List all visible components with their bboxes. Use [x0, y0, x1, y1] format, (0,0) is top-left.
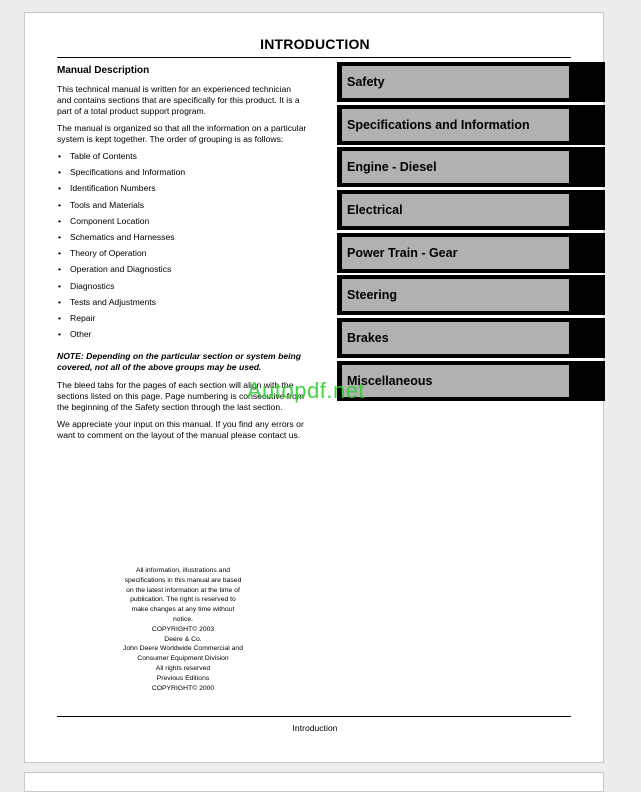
- list-item: • Identification Numbers: [57, 183, 307, 199]
- list-item: • Operation and Diagnostics: [57, 264, 307, 280]
- footer-rule: [57, 716, 571, 717]
- copyright-line: publication. The right is reserved to: [130, 596, 236, 604]
- list-item: • Tools and Materials: [57, 200, 307, 216]
- section-tab-electrical[interactable]: [337, 190, 605, 230]
- section-tab-safety[interactable]: [337, 62, 605, 102]
- page-title: INTRODUCTION: [260, 36, 370, 52]
- page-footer: Introduction: [292, 723, 338, 733]
- list-item: • Theory of Operation: [57, 248, 307, 264]
- list-item: • Tests and Adjustments: [57, 297, 307, 313]
- copyright-line: Consumer Equipment Division: [137, 655, 229, 663]
- copyright-line: make changes at any time without: [131, 606, 235, 614]
- organization-paragraph: The manual is organized so that all the information on a particular system is kept together. The order of grouping is as follows:: [57, 123, 307, 144]
- bleed-tabs-paragraph: The bleed tabs for the pages of each section will align with the sections listed on this page. Page numbering is consecutive from the beginning of the Safety section through the last section.: [57, 380, 304, 413]
- list-item: • Specifications and Information: [57, 167, 307, 183]
- copyright-block: [113, 566, 253, 693]
- section-tab-specifications[interactable]: [337, 105, 605, 145]
- section-tab-label: Specifications and Information: [342, 109, 569, 141]
- section-tab-power-train-gear[interactable]: [337, 233, 605, 273]
- list-item: • Schematics and Harnesses: [57, 232, 307, 248]
- list-item: • Component Location: [57, 216, 307, 232]
- copyright-line: on the latest information at the time of: [126, 586, 240, 594]
- copyright-line: All information, illustrations and: [135, 567, 231, 574]
- section-tab-engine-diesel[interactable]: [337, 147, 605, 187]
- section-tab-label: Miscellaneous: [342, 365, 569, 397]
- list-item: • Other: [57, 329, 307, 345]
- watermark-text: Autopdf.net: [247, 378, 366, 403]
- feedback-paragraph: We appreciate your input on this manual. If you find any errors or want to comment on the layout of the manual please contact us.: [57, 419, 304, 441]
- copyright-line: All rights reserved: [155, 664, 211, 672]
- grouping-list: [57, 151, 307, 345]
- manual-page: [24, 12, 604, 763]
- section-tab-label: Electrical: [342, 194, 569, 226]
- list-item: • Diagnostics: [57, 281, 307, 297]
- section-tabs: [337, 62, 605, 404]
- manual-description-heading: Manual Description: [57, 65, 150, 76]
- copyright-line: Previous Editions: [156, 674, 210, 682]
- section-tab-miscellaneous[interactable]: [337, 361, 605, 401]
- section-tab-label: Brakes: [342, 322, 569, 354]
- copyright-line: Deere & Co.: [164, 635, 202, 643]
- section-tab-label: Power Train - Gear: [342, 237, 569, 269]
- copyright-line: COPYRIGHT© 2000: [151, 684, 215, 692]
- title-rule: [57, 57, 571, 58]
- list-item: • Repair: [57, 313, 307, 329]
- section-tab-steering[interactable]: [337, 275, 605, 315]
- note-text: NOTE: Depending on the particular section or system being covered, not all of the above groups may be used.: [57, 351, 302, 373]
- next-page-edge: [24, 772, 604, 792]
- copyright-line: John Deere Worldwide Commercial and: [122, 645, 243, 653]
- list-item: • Table of Contents: [57, 151, 307, 167]
- section-tab-label: Safety: [342, 66, 569, 98]
- section-tab-brakes[interactable]: [337, 318, 605, 358]
- intro-paragraph: This technical manual is written for an experienced technician and contains sections that are specifically for this product. It is a part of a total product support program.: [57, 84, 300, 116]
- section-tab-label: Steering: [342, 279, 569, 311]
- copyright-line: notice.: [172, 615, 194, 623]
- copyright-line: specifications in this manual are based: [124, 576, 242, 584]
- copyright-line: COPYRIGHT© 2003: [151, 625, 215, 633]
- section-tab-label: Engine - Diesel: [342, 151, 569, 183]
